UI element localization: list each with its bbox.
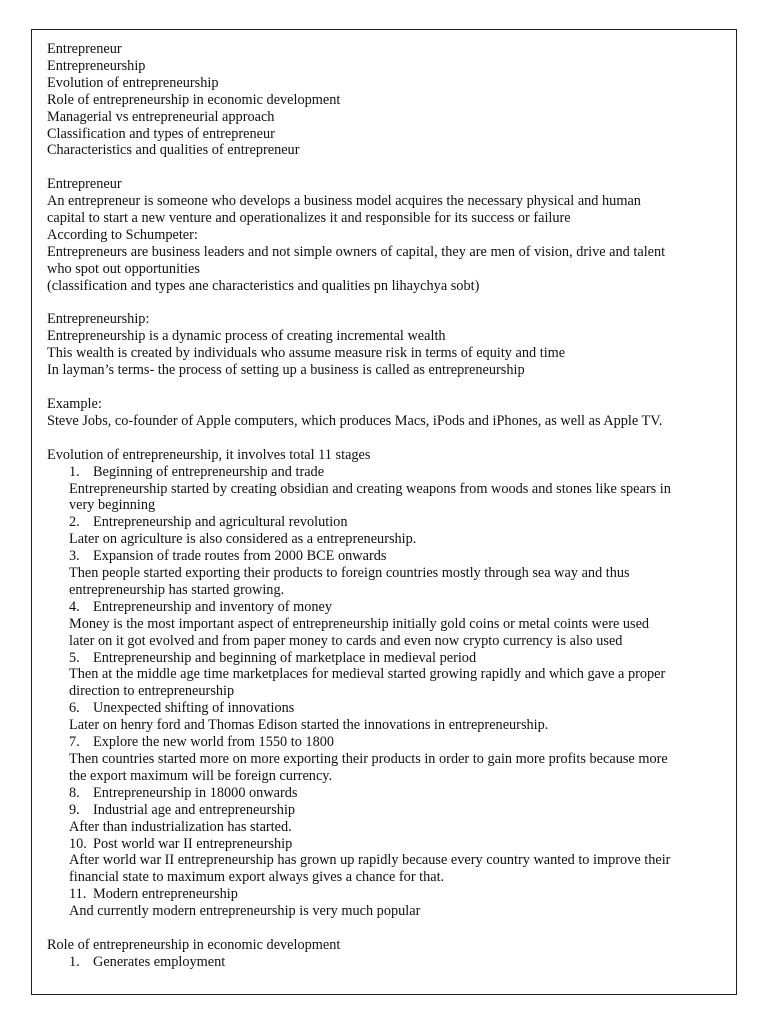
topic-list [47, 41, 727, 159]
paragraph-line: who spot out opportunities [47, 260, 200, 277]
stage-title: 4. Entrepreneurship and inventory of money [69, 598, 333, 615]
entrepreneurship-section [47, 311, 727, 379]
paragraph-line: In layman’s terms- the process of setting up a business is called as entrepreneurship [47, 362, 525, 379]
spacer [47, 430, 727, 447]
stage-body: Then at the middle age time marketplaces for medieval started growing rapidly and which gave a proper [69, 666, 666, 683]
stage-title: 7. Explore the new world from 1550 to 1800 [69, 734, 335, 751]
topic-item: Entrepreneurship [47, 57, 146, 74]
note-line: (classification and types ane characteristics and qualities pn lihaychya sobt) [47, 277, 480, 294]
topic-item: Role of entrepreneurship in economic development [47, 91, 341, 108]
stage-title: 2. Entrepreneurship and agricultural revolution [69, 514, 348, 531]
section-heading: Entrepreneur [47, 176, 122, 193]
evolution-section [47, 447, 727, 920]
stage-body: later on it got evolved and from paper money to cards and even now crypto currency is also used [69, 632, 623, 649]
stage-body: Then people started exporting their products to foreign countries mostly through sea way and thus [69, 565, 630, 582]
topic-item: Classification and types of entrepreneur [47, 125, 275, 142]
spacer [47, 379, 727, 396]
spacer [47, 295, 727, 312]
stage-body: Later on henry ford and Thomas Edison started the innovations in entrepreneurship. [69, 717, 549, 734]
stage-body: Then countries started more on more exporting their products in order to gain more profits because more [69, 751, 668, 767]
topic-item: Characteristics and qualities of entrepreneur [47, 142, 300, 159]
stage-body: And currently modern entrepreneurship is very much popular [69, 903, 421, 920]
subheading: According to Schumpeter: [47, 226, 198, 243]
stage-body: After than industrialization has started. [69, 818, 292, 835]
topic-item: Entrepreneur [47, 41, 122, 57]
stage-body: the export maximum will be foreign currency. [69, 767, 333, 784]
example-section [47, 396, 727, 430]
stage-body: Entrepreneurship started by creating obsidian and creating weapons from woods and stones like spears in [69, 480, 671, 497]
paragraph-line: Entrepreneurs are business leaders and not simple owners of capital, they are men of vision, drive and talent [47, 243, 666, 260]
stage-title: 9. Industrial age and entrepreneurship [69, 801, 296, 818]
spacer [47, 920, 727, 937]
entrepreneur-section [47, 176, 727, 294]
stage-title: 3. Expansion of trade routes from 2000 BCE onwards [69, 548, 387, 565]
section-heading: Entrepreneurship: [47, 311, 150, 328]
paragraph-line: Entrepreneurship is a dynamic process of creating incremental wealth [47, 328, 446, 345]
stage-body: Money is the most important aspect of entrepreneurship initially gold coins or metal coints were used [69, 615, 650, 632]
stage-body: entrepreneurship has started growing. [69, 581, 285, 598]
topic-item: Managerial vs entrepreneurial approach [47, 108, 275, 125]
stage-title: 1. Beginning of entrepreneurship and trade [69, 463, 325, 480]
stage-title: 11. Modern entrepreneurship [69, 886, 238, 903]
stage-body: After world war II entrepreneurship has grown up rapidly because every country wanted to improve their [69, 852, 671, 869]
topic-item: Evolution of entrepreneurship [47, 74, 219, 91]
paragraph-line: capital to start a new venture and operationalizes it and responsible for its success or failure [47, 210, 571, 227]
stage-title: 5. Entrepreneurship and beginning of marketplace in medieval period [69, 649, 477, 666]
role-section [47, 937, 727, 971]
section-heading: Example: [47, 395, 102, 412]
stage-body: Later on agriculture is also considered as a entrepreneurship. [69, 531, 417, 548]
section-heading: Role of entrepreneurship in economic development [47, 936, 341, 953]
spacer [47, 159, 727, 176]
document-body [47, 41, 727, 971]
role-item: 1. Generates employment [69, 953, 226, 970]
section-heading: Evolution of entrepreneurship, it involves total 11 stages [47, 446, 371, 463]
paragraph-line: Steve Jobs, co-founder of Apple computers, which produces Macs, iPods and iPhones, as well as Apple TV. [47, 412, 663, 429]
paragraph-line: An entrepreneur is someone who develops a business model acquires the necessary physical and human [47, 193, 641, 210]
stage-body: financial state to maximum export always gives a chance for that. [69, 869, 445, 886]
stage-title: 8. Entrepreneurship in 18000 onwards [69, 784, 298, 801]
stage-title: 10. Post world war II entrepreneurship [69, 835, 293, 852]
paragraph-line: This wealth is created by individuals who assume measure risk in terms of equity and time [47, 345, 566, 362]
stage-title: 6. Unexpected shifting of innovations [69, 700, 295, 717]
stage-body: very beginning [69, 497, 156, 514]
stage-body: direction to entrepreneurship [69, 683, 235, 700]
